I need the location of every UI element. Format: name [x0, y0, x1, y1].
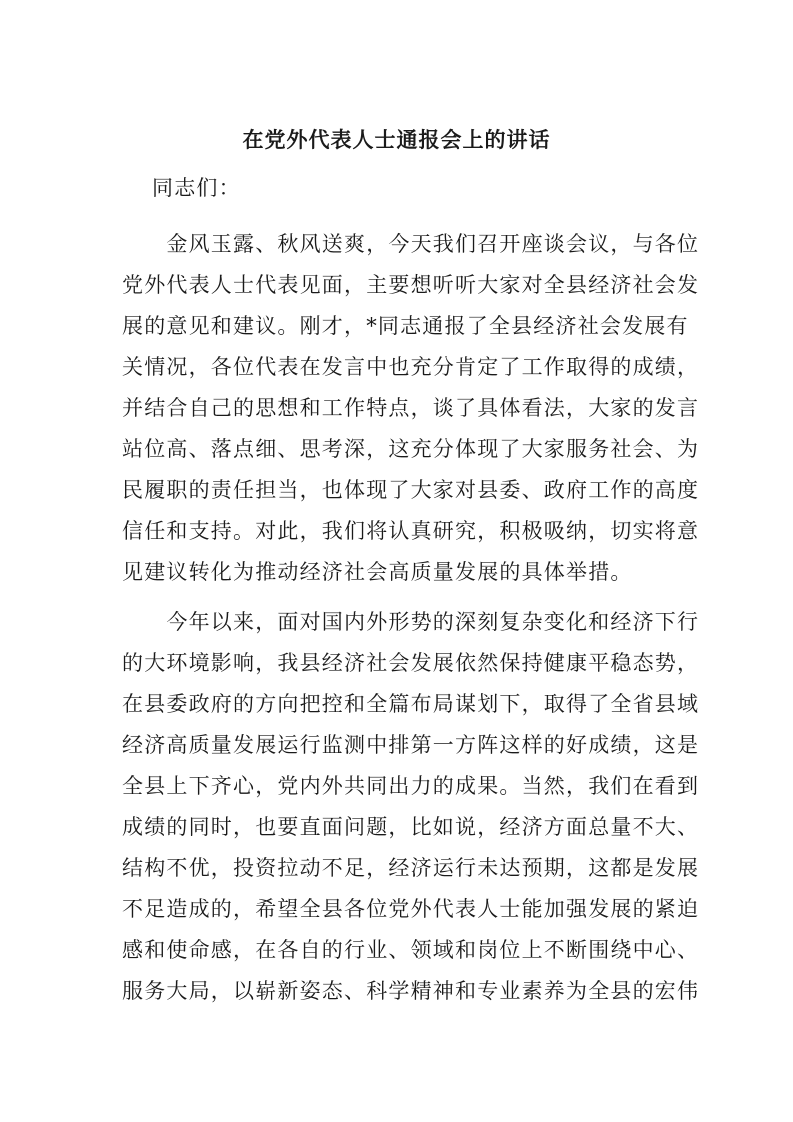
- text-line: 的大环境影响，我县经济社会发展依然保持健康平稳态势，: [122, 651, 700, 675]
- text-line: 信任和支持。对此，我们将认真研究，积极吸纳，切实将意: [122, 519, 700, 543]
- text-line: 展的意见和建议。刚才，*同志通报了全县经济社会发展有: [122, 314, 689, 338]
- text-line: 党外代表人士代表见面，主要想听听大家对全县经济社会发: [122, 273, 700, 297]
- document-title: 在党外代表人士通报会上的讲话: [242, 127, 551, 152]
- text-line: 全县上下齐心，党内外共同出力的成果。当然，我们在看到: [122, 774, 700, 798]
- text-line: 服务大局，以崭新姿态、科学精神和专业素养为全县的宏伟: [122, 979, 700, 1003]
- text-line: 站位高、落点细、思考深，这充分体现了大家服务社会、为: [122, 437, 700, 461]
- text-line: 结构不优，投资拉动不足，经济运行未达预期，这都是发展: [122, 856, 700, 880]
- text-line: 民履职的责任担当，也体现了大家对县委、政府工作的高度: [122, 478, 700, 502]
- text-line: 在县委政府的方向把控和全篇布局谋划下，取得了全省县域: [122, 692, 700, 716]
- text-line: 成绩的同时，也要直面问题，比如说，经济方面总量不大、: [122, 815, 700, 839]
- salutation: 同志们：: [152, 176, 241, 200]
- text-line: 经济高质量发展运行监测中排第一方阵这样的好成绩，这是: [122, 733, 700, 757]
- text-line: 感和使命感，在各自的行业、领域和岗位上不断围绕中心、: [122, 938, 700, 962]
- text-line: 并结合自己的思想和工作特点，谈了具体看法，大家的发言: [122, 396, 700, 420]
- text-line: 见建议转化为推动经济社会高质量发展的具体举措。: [122, 560, 633, 584]
- paragraph-2: [122, 602, 700, 1012]
- text-line: 今年以来，面对国内外形势的深刻复杂变化和经济下行: [122, 610, 700, 634]
- text-line: 金风玉露、秋风送爽，今天我们召开座谈会议，与各位: [122, 232, 700, 256]
- paragraph-1: [122, 224, 700, 593]
- text-line: 不足造成的，希望全县各位党外代表人士能加强发展的紧迫: [122, 897, 700, 921]
- text-line: 关情况，各位代表在发言中也充分肯定了工作取得的成绩，: [122, 355, 700, 379]
